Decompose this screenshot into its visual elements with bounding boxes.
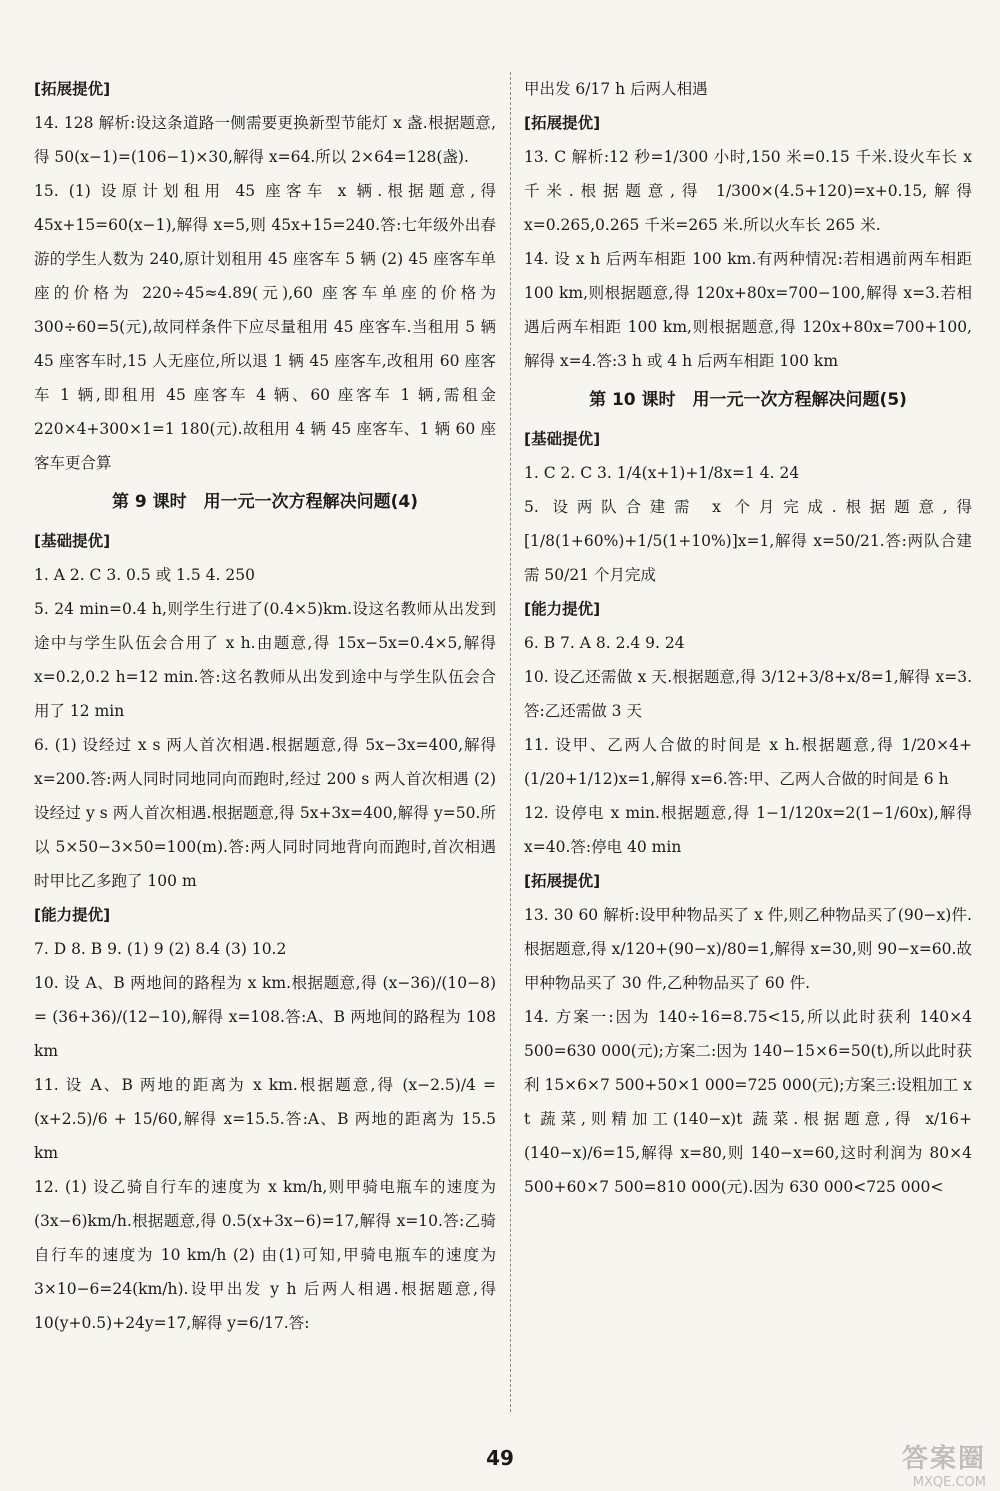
answer-12-continued: 甲出发 6/17 h 后两人相遇 [524, 80, 708, 98]
section-tag-ability: [能力提优] [34, 906, 111, 924]
page-number: 49 [486, 1446, 514, 1470]
watermark [836, 1438, 986, 1488]
section-tag-ability: [能力提优] [524, 600, 601, 618]
answers-6-9: 6. B 7. A 8. 2.4 9. 24 [524, 634, 685, 652]
answer-14: 14. 方案一:因为 140÷16=8.75<15,所以此时获利 140×4 500=630 000(元);方案二:因为 140−15×6=50(t),所以此时获利 15×6×7 500+50×1 000=725 000(元);方案三:设粗加工 x t 蔬菜,则精加工(140−x)t 蔬菜.根据题意,得 x/16+(140−x)/6=15,解得 x=80,则 140−x=60,这时利润为 80×4 500+60×7 500=810 000(元).因为 630 000<725 000< [524, 1008, 972, 1196]
watermark-logo: 答案圈 [901, 1444, 986, 1474]
section-tag-expand: [拓展提优] [524, 872, 601, 890]
left-column [34, 72, 496, 1340]
section-tag-basic: [基础提优] [34, 532, 111, 550]
answer-15: 15. (1) 设原计划租用 45 座客车 x 辆.根据题意,得 45x+15=60(x−1),解得 x=5,则 45x+15=240.答:七年级外出春游的学生人数为 240,原计划租用 45 座客车 5 辆 (2) 45 座客车单座的价格为 220÷45≈4.89(元),60 座客车单座的价格为 300÷60=5(元),故同样条件下应尽量租用 45 座客车.当租用 5 辆 45 座客车时,15 人无座位,所以退 1 辆 45 座客车,改租用 60 座客车 1 辆,即租用 45 座客车 4 辆、60 座客车 1 辆,需租金 220×4+300×1=1 180(元).故租用 4 辆 45 座客车、1 辆 60 座客车更合算 [34, 182, 496, 472]
answer-14: 14. 设 x h 后两车相距 100 km.有两种情况:若相遇前两车相距 100 km,则根据题意,得 120x+80x=700−100,解得 x=3.若相遇后两车相距 100 km,则根据题意,得 120x+80x=700+100,解得 x=4.答:3 h 或 4 h 后两车相距 100 km [524, 250, 972, 370]
answer-14: 14. 128 解析:设这条道路一侧需要更换新型节能灯 x 盏.根据题意,得 50(x−1)=(106−1)×30,解得 x=64.所以 2×64=128(盏). [34, 114, 496, 166]
right-column [524, 72, 972, 1204]
answer-12: 12. (1) 设乙骑自行车的速度为 x km/h,则甲骑电瓶车的速度为(3x−6)km/h.根据题意,得 0.5(x+3x−6)=17,解得 x=10.答:乙骑自行车的速度为 10 km/h (2) 由(1)可知,甲骑电瓶车的速度为 3×10−6=24(km/h).设甲出发 y h 后两人相遇.根据题意,得 10(y+0.5)+24y=17,解得 y=6/17.答: [34, 1178, 496, 1332]
answers-1-4: 1. C 2. C 3. 1/4(x+1)+1/8x=1 4. 24 [524, 464, 800, 482]
lesson-heading-9: 第 9 课时 用一元一次方程解决问题(4) [111, 492, 419, 512]
answer-6: 6. (1) 设经过 x s 两人首次相遇.根据题意,得 5x−3x=400,解得 x=200.答:两人同时同地同向而跑时,经过 200 s 两人首次相遇 (2) 设经过 y s 两人首次相遇.根据题意,得 5x+3x=400,解得 y=50.所以 5×50−3×50=100(m).答:两人同时同地背向而跑时,首次相遇时甲比乙多跑了 100 m [34, 736, 496, 890]
lesson-heading-10: 第 10 课时 用一元一次方程解决问题(5) [589, 390, 907, 410]
answer-10: 10. 设乙还需做 x 天.根据题意,得 3/12+3/8+x/8=1,解得 x=3.答:乙还需做 3 天 [524, 668, 972, 720]
answer-13: 13. C 解析:12 秒=1/300 小时,150 米=0.15 千米.设火车长 x 千米.根据题意,得 1/300×(4.5+120)=x+0.15,解得 x=0.265,0.265 千米=265 米.所以火车长 265 米. [524, 148, 972, 234]
answer-11: 11. 设甲、乙两人合做的时间是 x h.根据题意,得 1/20×4+(1/20+1/12)x=1,解得 x=6.答:甲、乙两人合做的时间是 6 h [524, 736, 972, 788]
section-tag-expand: [拓展提优] [524, 114, 601, 132]
answer-5: 5. 设两队合建需 x 个月完成.根据题意,得 [1/8(1+60%)+1/5(1+10%)]x=1,解得 x=50/21.答:两队合建需 50/21 个月完成 [524, 498, 972, 584]
answer-12: 12. 设停电 x min.根据题意,得 1−1/120x=2(1−1/60x),解得 x=40.答:停电 40 min [524, 804, 972, 856]
answers-1-4: 1. A 2. C 3. 0.5 或 1.5 4. 250 [34, 566, 255, 584]
answers-7-9: 7. D 8. B 9. (1) 9 (2) 8.4 (3) 10.2 [34, 940, 287, 958]
watermark-site: MXQE.COM [912, 1475, 986, 1490]
section-tag-basic: [基础提优] [524, 430, 601, 448]
answer-13: 13. 30 60 解析:设甲种物品买了 x 件,则乙种物品买了(90−x)件.根据题意,得 x/120+(90−x)/80=1,解得 x=30,则 90−x=60.故甲种物品买了 30 件,乙种物品买了 60 件. [524, 906, 972, 992]
answer-10: 10. 设 A、B 两地间的路程为 x km.根据题意,得 (x−36)/(10−8) = (36+36)/(12−10),解得 x=108.答:A、B 两地间的路程为 108 km [34, 974, 496, 1060]
answer-5: 5. 24 min=0.4 h,则学生行进了(0.4×5)km.设这名教师从出发到途中与学生队伍会合用了 x h.由题意,得 15x−5x=0.4×5,解得 x=0.2,0.2 h=12 min.答:这名教师从出发到途中与学生队伍会合用了 12 min [34, 600, 496, 720]
section-tag-expand: [拓展提优] [34, 80, 111, 98]
column-divider [510, 72, 511, 1412]
answer-11: 11. 设 A、B 两地的距离为 x km.根据题意,得 (x−2.5)/4 = (x+2.5)/6 + 15/60,解得 x=15.5.答:A、B 两地的距离为 15.5 km [34, 1076, 496, 1162]
